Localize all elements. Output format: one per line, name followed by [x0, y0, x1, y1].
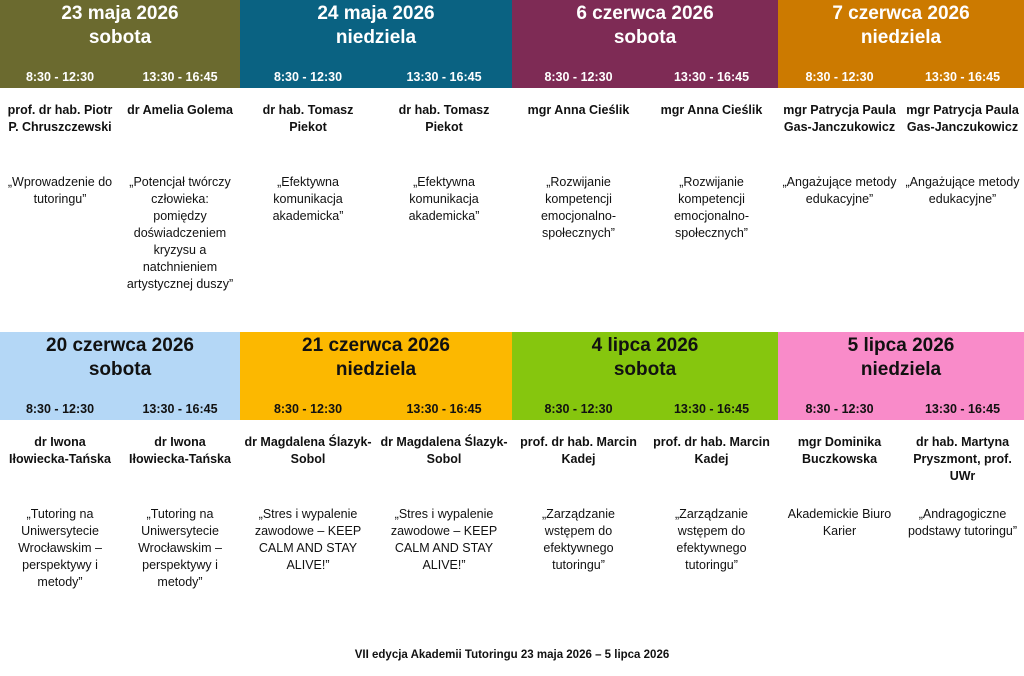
lecturer-name: dr hab. Tomasz Piekot [262, 103, 354, 134]
session-slots [778, 420, 1024, 540]
lecturer-name: mgr Anna Cieślik [527, 103, 630, 117]
session-topic: „Stres i wypalenie zawodowe – KEEP CALM AND STAY ALIVE!” [390, 507, 498, 572]
session-topic: „Zarządzanie wstępem do efektywnego tutoringu” [542, 507, 615, 572]
session-slot [645, 420, 778, 574]
day-weekday: sobota [613, 359, 677, 380]
session-slots [0, 88, 240, 293]
session-slot [778, 88, 901, 208]
day-date: 23 maja 2026 [61, 3, 179, 24]
time-slot-label: 8:30 - 12:30 [25, 402, 95, 416]
session-slot [376, 420, 512, 574]
day-date: 20 czerwca 2026 [46, 335, 194, 356]
session-topic: „Stres i wypalenie zawodowe – KEEP CALM AND STAY ALIVE!” [254, 507, 362, 572]
lecturer-name: mgr Patrycja Paula Gas-Janczukowicz [783, 103, 896, 134]
time-slot-label: 13:30 - 16:45 [924, 70, 1001, 84]
schedule-row-top [0, 0, 1024, 332]
session-slot [901, 88, 1024, 208]
lecturer-name: dr Amelia Golema [127, 103, 233, 117]
time-slot-label: 13:30 - 16:45 [924, 402, 1001, 416]
day-column [512, 0, 778, 332]
time-slot-label: 8:30 - 12:30 [25, 70, 95, 84]
session-slots [512, 420, 778, 574]
lecturer-name: mgr Dominika Buczkowska [797, 435, 882, 466]
session-topic: „Angażujące metody edukacyjne” [905, 175, 1020, 206]
session-slots [240, 420, 512, 574]
lecturer-name: dr Iwona Iłowiecka-Tańska [129, 435, 231, 466]
time-slots-row [0, 70, 240, 84]
day-weekday: sobota [88, 27, 152, 48]
session-slot [901, 420, 1024, 540]
footer-caption: VII edycja Akademii Tutoringu 23 maja 2026 – 5 lipca 2026 [354, 649, 670, 661]
session-slot [0, 420, 120, 591]
session-slot [512, 88, 645, 242]
time-slot-label: 13:30 - 16:45 [673, 402, 750, 416]
session-topic: „Zarządzanie wstępem do efektywnego tutoringu” [675, 507, 748, 572]
session-topic: „Rozwijanie kompetencji emocjonalno-społecznych” [673, 175, 750, 240]
time-slots-row [778, 402, 1024, 416]
time-slot-label: 13:30 - 16:45 [406, 70, 482, 84]
lecturer-name: dr Iwona Iłowiecka-Tańska [9, 435, 111, 466]
session-topic: „Rozwijanie kompetencji emocjonalno-społecznych” [540, 175, 617, 240]
lecturer-name: dr hab. Martyna Pryszmont, prof. UWr [913, 435, 1012, 483]
time-slots-row [240, 70, 512, 84]
session-slot [240, 420, 376, 574]
session-slot [120, 88, 240, 293]
time-slots-row [512, 402, 778, 416]
time-slots-row [512, 70, 778, 84]
day-date: 21 czerwca 2026 [302, 335, 450, 356]
session-slots [778, 88, 1024, 208]
time-slot-label: 8:30 - 12:30 [273, 402, 343, 416]
lecturer-name: dr hab. Tomasz Piekot [398, 103, 490, 134]
day-column [240, 332, 512, 664]
session-slot [0, 88, 120, 293]
lecturer-name: prof. dr hab. Piotr P. Chruszczewski [7, 103, 113, 134]
day-date: 5 lipca 2026 [847, 335, 955, 356]
session-topic: „Wprowadzenie do tutoringu” [7, 175, 113, 206]
session-topic: „Andragogiczne podstawy tutoringu” [907, 507, 1018, 538]
session-slot [645, 88, 778, 242]
day-header [512, 332, 778, 420]
day-header [240, 0, 512, 88]
session-slot [240, 88, 376, 225]
session-topic: „Angażujące metody edukacyjne” [782, 175, 897, 206]
time-slot-label: 8:30 - 12:30 [805, 402, 874, 416]
session-slot [376, 88, 512, 225]
time-slot-label: 8:30 - 12:30 [544, 402, 613, 416]
lecturer-name: mgr Anna Cieślik [660, 103, 763, 117]
lecturer-name: prof. dr hab. Marcin Kadej [520, 435, 637, 466]
day-header [778, 0, 1024, 88]
session-topic: Akademickie Biuro Karier [787, 507, 892, 538]
session-slot [120, 420, 240, 591]
day-weekday: sobota [88, 359, 152, 380]
day-header [512, 0, 778, 88]
session-slots [0, 420, 240, 591]
time-slot-label: 8:30 - 12:30 [805, 70, 874, 84]
lecturer-name: prof. dr hab. Marcin Kadej [653, 435, 770, 466]
session-slot [512, 420, 645, 574]
day-date: 6 czerwca 2026 [576, 3, 714, 24]
session-slot [778, 420, 901, 540]
day-date: 4 lipca 2026 [591, 335, 699, 356]
time-slot-label: 13:30 - 16:45 [142, 402, 218, 416]
session-slots [512, 88, 778, 242]
time-slot-label: 8:30 - 12:30 [273, 70, 343, 84]
day-column [240, 0, 512, 332]
day-date: 7 czerwca 2026 [832, 3, 970, 24]
time-slot-label: 13:30 - 16:45 [406, 402, 482, 416]
day-column [0, 332, 240, 664]
day-weekday: niedziela [860, 359, 942, 380]
day-column [0, 0, 240, 332]
day-date: 24 maja 2026 [317, 3, 435, 24]
day-column [778, 332, 1024, 664]
day-header [778, 332, 1024, 420]
schedule-row-bottom [0, 332, 1024, 664]
time-slots-row [0, 402, 240, 416]
session-topic: „Efektywna komunikacja akademicka” [272, 175, 344, 223]
time-slot-label: 13:30 - 16:45 [142, 70, 218, 84]
day-column [778, 0, 1024, 332]
day-header [0, 332, 240, 420]
lecturer-name: dr Magdalena Ślazyk-Sobol [244, 435, 372, 466]
day-header [240, 332, 512, 420]
session-slots [240, 88, 512, 225]
day-weekday: sobota [613, 27, 677, 48]
time-slots-row [240, 402, 512, 416]
session-topic: „Tutoring na Uniwersytecie Wrocławskim – perspektywy i metody” [18, 507, 102, 589]
time-slot-label: 13:30 - 16:45 [673, 70, 750, 84]
day-header [0, 0, 240, 88]
day-weekday: niedziela [335, 27, 417, 48]
day-column [512, 332, 778, 664]
time-slot-label: 8:30 - 12:30 [544, 70, 613, 84]
session-topic: „Efektywna komunikacja akademicka” [408, 175, 480, 223]
lecturer-name: dr Magdalena Ślazyk-Sobol [380, 435, 508, 466]
session-topic: „Tutoring na Uniwersytecie Wrocławskim – perspektywy i metody” [138, 507, 222, 589]
day-weekday: niedziela [860, 27, 942, 48]
time-slots-row [778, 70, 1024, 84]
lecturer-name: mgr Patrycja Paula Gas-Janczukowicz [906, 103, 1019, 134]
session-topic: „Potencjał twórczy człowieka: pomiędzy doświadczeniem kryzysu a natchnieniem artystycznej duszy” [126, 175, 234, 291]
day-weekday: niedziela [335, 359, 417, 380]
